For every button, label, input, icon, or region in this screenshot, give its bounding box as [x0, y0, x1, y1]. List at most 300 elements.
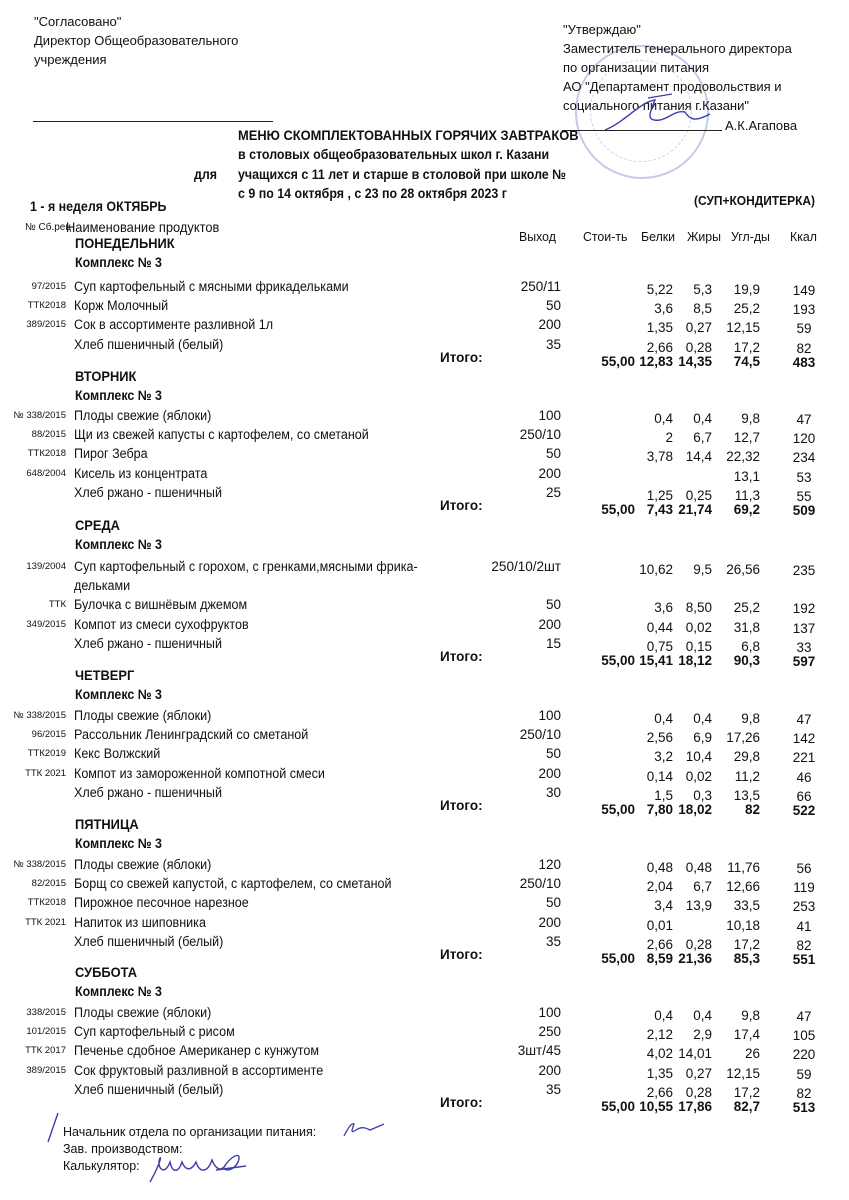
recipe-code: № 338/2015: [13, 859, 66, 870]
dish-kcal: 82: [796, 937, 812, 953]
dish-kcal: 82: [796, 1085, 812, 1101]
dish-fat: 0,25: [685, 487, 712, 503]
menu-item-row: [0, 317, 849, 335]
recipe-code: 82/2015: [31, 878, 66, 890]
dish-output: 50: [545, 597, 561, 613]
dish-name: Компот из смеси сухофруктов: [74, 616, 249, 632]
dish-carbs: 19,9: [733, 282, 760, 297]
total-price: 55,00: [601, 951, 635, 966]
dish-fat: 14,4: [685, 449, 712, 465]
dish-output: 50: [545, 746, 561, 762]
dish-fat: 6,9: [693, 730, 712, 746]
dish-name: Сок в ассортименте разливной 1л: [74, 317, 274, 333]
dish-output: 250/10: [519, 727, 561, 743]
total-label: Итого:: [440, 649, 483, 664]
complex-label: Комплекс № 3: [75, 687, 162, 702]
dish-carbs: 25,2: [733, 301, 760, 317]
total-price: 55,00: [601, 802, 635, 817]
dish-name: Суп картофельный с рисом: [74, 1024, 235, 1040]
total-label: Итого:: [440, 349, 483, 365]
total-protein: 15,41: [639, 653, 673, 668]
dish-name: Рассольник Ленинградский со сметаной: [74, 727, 309, 743]
total-protein: 8,59: [646, 951, 673, 966]
menu-item-row: [0, 298, 849, 316]
approval-right-org: АО "Департамент продовольствия и: [563, 79, 782, 94]
dish-output: 25: [545, 484, 561, 500]
dish-protein: 0,14: [646, 768, 673, 784]
menu-item-row: [0, 915, 849, 933]
dish-protein: 3,6: [654, 301, 673, 317]
dish-kcal: 193: [792, 302, 816, 318]
dish-carbs: 22,32: [726, 449, 760, 465]
column-header-protein: Белки: [641, 229, 676, 244]
menu-item-row: [0, 427, 849, 445]
dish-kcal: 234: [792, 450, 816, 466]
dish-protein: 0,4: [654, 711, 673, 726]
dish-protein: 2,12: [646, 1027, 673, 1043]
dish-output: 50: [545, 446, 561, 462]
dish-protein: 0,48: [646, 860, 673, 875]
complex-label: Комплекс № 3: [75, 255, 162, 270]
dish-output: 15: [545, 635, 561, 651]
recipe-code: № 338/2015: [13, 710, 66, 721]
dish-carbs: 12,15: [726, 1065, 760, 1081]
total-price: 55,00: [601, 1099, 635, 1114]
dish-kcal: 59: [796, 321, 812, 337]
dish-protein: 0,75: [646, 638, 673, 654]
dish-carbs: 33,5: [733, 898, 760, 914]
director-signature-icon: [600, 92, 720, 137]
total-fat: 21,74: [678, 502, 712, 517]
dish-protein: 3,78: [646, 449, 673, 465]
dish-carbs: 11,3: [734, 487, 760, 503]
total-fat: 18,12: [678, 653, 712, 668]
calculator-signature-icon: [146, 1148, 261, 1188]
dish-fat: 0,4: [693, 1008, 712, 1023]
dish-protein: 2,66: [646, 339, 673, 355]
complex-label: Комплекс № 3: [75, 836, 162, 851]
dish-kcal: 119: [793, 880, 815, 896]
dish-protein: 5,22: [646, 282, 673, 297]
total-fat: 14,35: [678, 353, 712, 369]
dish-name: Суп картофельный с мясными фрикадельками: [74, 279, 349, 294]
dish-kcal: 192: [792, 601, 816, 617]
day-total-row: [0, 498, 849, 520]
menu-item-row: [0, 337, 849, 355]
menu-item-row: [0, 485, 849, 503]
dish-output: 250/10: [519, 876, 561, 892]
dish-fat: 0,27: [685, 320, 712, 336]
dish-kcal: 53: [796, 469, 812, 485]
dish-kcal: 56: [796, 861, 812, 876]
dish-kcal: 142: [792, 731, 816, 747]
dish-output: 200: [538, 765, 561, 781]
total-kcal: 509: [792, 503, 816, 518]
head-signature-icon: [340, 1118, 390, 1140]
dish-carbs: 31,8: [733, 619, 760, 635]
dish-name: Пирог Зебра: [74, 446, 148, 462]
dish-carbs: 12,66: [726, 879, 760, 895]
total-carbs: 82,7: [733, 1099, 760, 1114]
dish-carbs: 6,8: [741, 638, 760, 654]
total-carbs: 82: [744, 802, 760, 817]
recipe-code: ТТК2018: [27, 448, 66, 460]
dish-kcal: 235: [792, 563, 816, 578]
dish-output: 50: [545, 895, 561, 911]
dish-carbs: 17,2: [733, 339, 760, 355]
dish-output: 50: [545, 298, 561, 314]
dish-output: 100: [538, 1005, 561, 1020]
dish-carbs: 17,2: [733, 1084, 760, 1100]
document-dates: с 9 по 14 октября , с 23 по 28 октября 2023 г: [238, 186, 507, 201]
total-kcal: 522: [792, 803, 816, 818]
week-label: 1 - я неделя ОКТЯБРЬ: [30, 199, 167, 214]
dish-protein: 0,4: [654, 1008, 673, 1023]
document-audience: учащихся с 11 лет и старше в столовой при школе №: [238, 167, 567, 182]
dish-fat: 0,02: [685, 768, 712, 784]
dish-name: Плоды свежие (яблоки): [74, 708, 212, 723]
dish-kcal: 137: [792, 620, 816, 636]
menu-item-row: [0, 895, 849, 913]
total-label: Итого:: [440, 1095, 483, 1110]
menu-item-row: [0, 597, 849, 615]
column-header-output: Выход: [519, 229, 556, 244]
dish-name: Хлеб пшеничный (белый): [74, 933, 224, 949]
recipe-code: ТТК 2021: [25, 767, 66, 779]
dish-fat: 0,3: [693, 787, 712, 803]
dish-name: Хлеб пшеничный (белый): [74, 1081, 224, 1097]
dish-carbs: 11,76: [727, 860, 760, 875]
footer-production-manager: Зав. производством:: [63, 1142, 183, 1156]
menu-item-row: [0, 279, 849, 297]
dish-protein: 1,35: [646, 320, 673, 336]
dish-name: Плоды свежие (яблоки): [74, 857, 212, 872]
column-header-price: Стои-ть: [583, 229, 628, 244]
dish-output: 250/10: [519, 427, 561, 443]
dish-fat: 0,02: [685, 619, 712, 635]
dish-carbs: 9,8: [741, 1008, 760, 1023]
dish-carbs: 17,4: [733, 1027, 760, 1043]
total-label: Итого:: [440, 498, 483, 513]
recipe-code: ТТК 2017: [25, 1045, 66, 1057]
day-name: ЧЕТВЕРГ: [75, 667, 135, 683]
dish-fat: 8,50: [685, 600, 712, 616]
dish-fat: 0,28: [685, 1084, 712, 1100]
dish-output: 200: [538, 914, 561, 930]
menu-item-row: [0, 1063, 849, 1081]
dish-output: 35: [545, 1081, 561, 1097]
dish-kcal: 47: [796, 712, 812, 727]
dish-output: 250: [538, 1024, 561, 1040]
dish-protein: 1,5: [654, 787, 673, 803]
recipe-code: 648/2004: [26, 467, 66, 479]
document-subtitle: в столовых общеобразовательных школ г. Казани: [238, 147, 550, 162]
recipe-code: 338/2015: [26, 1007, 66, 1018]
dish-kcal: 253: [792, 899, 816, 915]
dish-output: 200: [538, 616, 561, 632]
dish-fat: 8,5: [693, 301, 712, 317]
column-header-code: № Сб.рец: [25, 222, 72, 233]
approval-right-title: "Утверждаю": [563, 22, 641, 37]
dish-kcal: 120: [792, 431, 816, 447]
total-carbs: 69,2: [733, 502, 760, 517]
dish-kcal: 220: [792, 1047, 816, 1063]
dish-name: Плоды свежие (яблоки): [74, 408, 212, 423]
dish-fat: 2,9: [693, 1027, 712, 1043]
mark-stroke-icon: [44, 1110, 64, 1145]
recipe-code: 97/2015: [31, 281, 66, 292]
dish-protein: 3,2: [654, 749, 673, 765]
approval-left: [34, 12, 238, 69]
dish-output: 3шт/45: [517, 1043, 561, 1059]
recipe-code: 101/2015: [26, 1026, 66, 1038]
menu-item-row: [0, 1005, 849, 1023]
complex-label: Комплекс № 3: [75, 984, 162, 999]
dish-name: Хлеб пшеничный (белый): [74, 336, 224, 352]
dish-name: Кекс Волжский: [74, 746, 161, 762]
day-name: СРЕДА: [75, 517, 120, 533]
total-kcal: 513: [792, 1100, 816, 1115]
total-label: Итого:: [440, 947, 483, 962]
approval-left-title: "Согласовано": [34, 14, 122, 29]
approval-right-position: Заместитель генерального директора: [563, 41, 792, 56]
menu-item-row: [0, 766, 849, 784]
dish-output: 250/11: [520, 279, 561, 294]
dish-protein: 2,04: [646, 879, 673, 895]
menu-item-row: [0, 1024, 849, 1042]
menu-item-row: [0, 746, 849, 764]
dish-kcal: 59: [796, 1066, 812, 1082]
recipe-code: № 338/2015: [13, 410, 66, 421]
column-header-carbs: Угл-ды: [731, 229, 770, 244]
total-protein: 7,43: [646, 502, 673, 517]
dish-fat: 0,28: [685, 339, 712, 355]
dish-protein: 1,35: [646, 1065, 673, 1081]
dish-carbs: 26,56: [726, 562, 760, 577]
column-header-fat: Жиры: [687, 229, 722, 244]
total-label: Итого:: [440, 798, 483, 813]
approval-left-position: Директор Общеобразовательного: [34, 33, 239, 48]
dish-kcal: 82: [796, 340, 812, 356]
menu-item-row: [0, 446, 849, 464]
dish-kcal: 47: [796, 1009, 812, 1024]
dish-carbs: 26: [744, 1046, 760, 1062]
dish-output: 35: [545, 336, 561, 352]
complex-label: Комплекс № 3: [75, 388, 162, 403]
total-price: 55,00: [601, 502, 635, 517]
day-name: СУББОТА: [75, 964, 138, 980]
recipe-code: 139/2004: [26, 561, 66, 572]
total-kcal: 483: [792, 354, 816, 370]
dish-name: Булочка с вишнёвым джемом: [74, 597, 248, 613]
dish-kcal: 33: [796, 639, 812, 655]
dish-fat: 0,28: [685, 936, 712, 952]
dish-name: Напиток из шиповника: [74, 914, 206, 930]
footer-calculator: Калькулятор:: [63, 1159, 140, 1173]
day-name: ПОНЕДЕЛЬНИК: [75, 235, 175, 251]
dish-fat: 0,48: [685, 860, 712, 875]
dish-carbs: 10,18: [726, 917, 760, 933]
dish-protein: 4,02: [646, 1046, 673, 1062]
menu-item-row: [0, 934, 849, 952]
total-kcal: 597: [792, 654, 816, 669]
total-fat: 18,02: [678, 802, 712, 817]
document-title: МЕНЮ СКОМПЛЕКТОВАННЫХ ГОРЯЧИХ ЗАВТРАКОВ: [238, 127, 579, 143]
menu-item-row: [0, 785, 849, 803]
dish-carbs: 29,8: [733, 749, 760, 765]
dish-output: 30: [545, 784, 561, 800]
menu-item-row: [0, 617, 849, 635]
dish-protein: 0,01: [646, 917, 673, 933]
menu-item-row-continued: [0, 578, 849, 596]
dish-fat: 0,15: [685, 638, 712, 654]
dish-carbs: 9,8: [741, 411, 760, 426]
dish-name: Суп картофельный с горохом, с гренками,мясными фрика-: [74, 559, 418, 574]
menu-item-row: [0, 636, 849, 654]
dish-carbs: 25,2: [733, 600, 760, 616]
dish-protein: 1,25: [646, 487, 673, 503]
dish-kcal: 221: [792, 750, 816, 766]
dish-name: Щи из свежей капусты с картофелем, со сметаной: [74, 427, 369, 443]
dish-carbs: 13,1: [733, 468, 760, 484]
dish-carbs: 12,7: [733, 430, 760, 446]
dish-fat: 0,27: [685, 1065, 712, 1081]
dish-protein: 0,4: [654, 411, 673, 426]
dish-kcal: 105: [792, 1028, 816, 1044]
dish-output: 35: [545, 933, 561, 949]
dish-carbs: 9,8: [741, 711, 760, 726]
dish-name: Плоды свежие (яблоки): [74, 1005, 212, 1020]
menu-type-tag: (СУП+КОНДИТЕРКА): [694, 193, 816, 208]
dish-kcal: 55: [796, 488, 812, 504]
recipe-code: ТТК2019: [27, 748, 66, 760]
dish-name: Хлеб ржано - пшеничный: [74, 784, 222, 800]
total-fat: 17,86: [678, 1099, 712, 1114]
menu-item-row: [0, 1082, 849, 1100]
dish-protein: 3,4: [654, 898, 673, 914]
recipe-code: ТТК2018: [27, 897, 66, 909]
dish-fat: 0,4: [693, 711, 712, 726]
dish-carbs: 13,5: [733, 787, 760, 803]
dish-name: Хлеб ржано - пшеничный: [74, 484, 222, 500]
dish-output: 200: [538, 317, 561, 333]
dish-kcal: 149: [792, 283, 816, 298]
total-protein: 10,55: [639, 1099, 673, 1114]
dish-carbs: 12,15: [726, 320, 760, 336]
dish-fat: 10,4: [685, 749, 712, 765]
approval-right-signer: А.К.Агапова: [725, 118, 798, 133]
dish-kcal: 46: [796, 769, 812, 785]
day-name: ПЯТНИЦА: [75, 816, 139, 832]
menu-item-row: [0, 466, 849, 484]
dish-name: Компот из замороженной компотной смеси: [74, 765, 325, 781]
dish-output: 250/10/2шт: [491, 559, 561, 574]
menu-item-row: [0, 708, 849, 726]
total-protein: 7,80: [646, 802, 673, 817]
approval-right-position-2: по организации питания: [563, 60, 710, 75]
dish-output: 100: [538, 708, 561, 723]
menu-item-row: [0, 727, 849, 745]
dish-name: Пирожное песочное нарезное: [74, 895, 249, 911]
recipe-code: 88/2015: [31, 429, 66, 441]
day-name: ВТОРНИК: [75, 368, 137, 384]
dish-carbs: 17,2: [733, 936, 760, 952]
dish-output: 120: [538, 857, 561, 872]
recipe-code: 389/2015: [26, 319, 66, 331]
column-header-name: Наименование продуктов: [66, 219, 220, 235]
day-total-row: [0, 1095, 849, 1117]
dish-output: 200: [538, 1062, 561, 1078]
total-fat: 21,36: [678, 951, 712, 966]
dish-name: Кисель из концентрата: [74, 465, 208, 481]
approval-left-signature-line: [33, 121, 273, 122]
complex-label: Комплекс № 3: [75, 537, 162, 552]
dish-protein: 2,66: [646, 936, 673, 952]
dish-protein: 2: [665, 430, 673, 446]
dish-kcal: 47: [796, 412, 812, 427]
recipe-code: ТТК2018: [27, 300, 66, 312]
dish-fat: 13,9: [685, 898, 712, 914]
column-header-kcal: Ккал: [790, 229, 817, 244]
menu-item-row: [0, 1043, 849, 1061]
dish-protein: 3,6: [654, 600, 673, 616]
dish-fat: 9,5: [693, 562, 712, 577]
recipe-code: ТТК 2021: [25, 916, 66, 928]
dish-carbs: 17,26: [726, 730, 760, 746]
recipe-code: 349/2015: [26, 618, 66, 630]
total-carbs: 74,5: [733, 353, 760, 369]
dish-name: Хлеб ржано - пшеничный: [74, 635, 222, 651]
dish-output: 100: [538, 408, 561, 423]
total-price: 55,00: [601, 353, 635, 369]
total-carbs: 85,3: [733, 951, 760, 966]
dish-fat: 14,01: [678, 1046, 712, 1062]
total-price: 55,00: [601, 653, 635, 668]
dish-kcal: 66: [796, 788, 812, 804]
document-subtitle-prefix: для: [194, 167, 218, 182]
recipe-code: ТТК: [48, 599, 66, 611]
total-carbs: 90,3: [733, 653, 760, 668]
total-protein: 12,83: [639, 353, 673, 369]
menu-item-row: [0, 559, 849, 577]
approval-right-org-2: социального питания г.Казани": [563, 98, 749, 113]
menu-item-row: [0, 857, 849, 875]
dish-name: Печенье сдобное Американер с кунжутом: [74, 1043, 319, 1059]
dish-protein: 0,44: [646, 619, 673, 635]
dish-protein: 2,66: [646, 1084, 673, 1100]
dish-fat: 6,7: [693, 879, 712, 895]
dish-name: Корж Молочный: [74, 298, 169, 314]
dish-fat: 6,7: [693, 430, 712, 446]
menu-item-row: [0, 876, 849, 894]
dish-name-continued: дельками: [74, 578, 131, 594]
total-kcal: 551: [792, 952, 816, 967]
dish-output: 200: [538, 465, 561, 481]
dish-fat: 0,4: [693, 411, 712, 426]
dish-name: Сок фруктовый разливной в ассортименте: [74, 1062, 324, 1078]
dish-protein: 2,56: [646, 730, 673, 746]
footer-head-of-dept: Начальник отдела по организации питания:: [63, 1125, 317, 1139]
dish-name: Борщ со свежей капустой, с картофелем, со сметаной: [74, 876, 392, 892]
dish-fat: 5,3: [693, 282, 712, 297]
recipe-code: 389/2015: [26, 1064, 66, 1076]
dish-kcal: 41: [796, 918, 812, 934]
recipe-code: 96/2015: [31, 729, 66, 741]
menu-item-row: [0, 408, 849, 426]
dish-carbs: 11,2: [734, 768, 760, 784]
approval-left-org: учреждения: [34, 52, 107, 67]
dish-protein: 10,62: [639, 562, 673, 577]
